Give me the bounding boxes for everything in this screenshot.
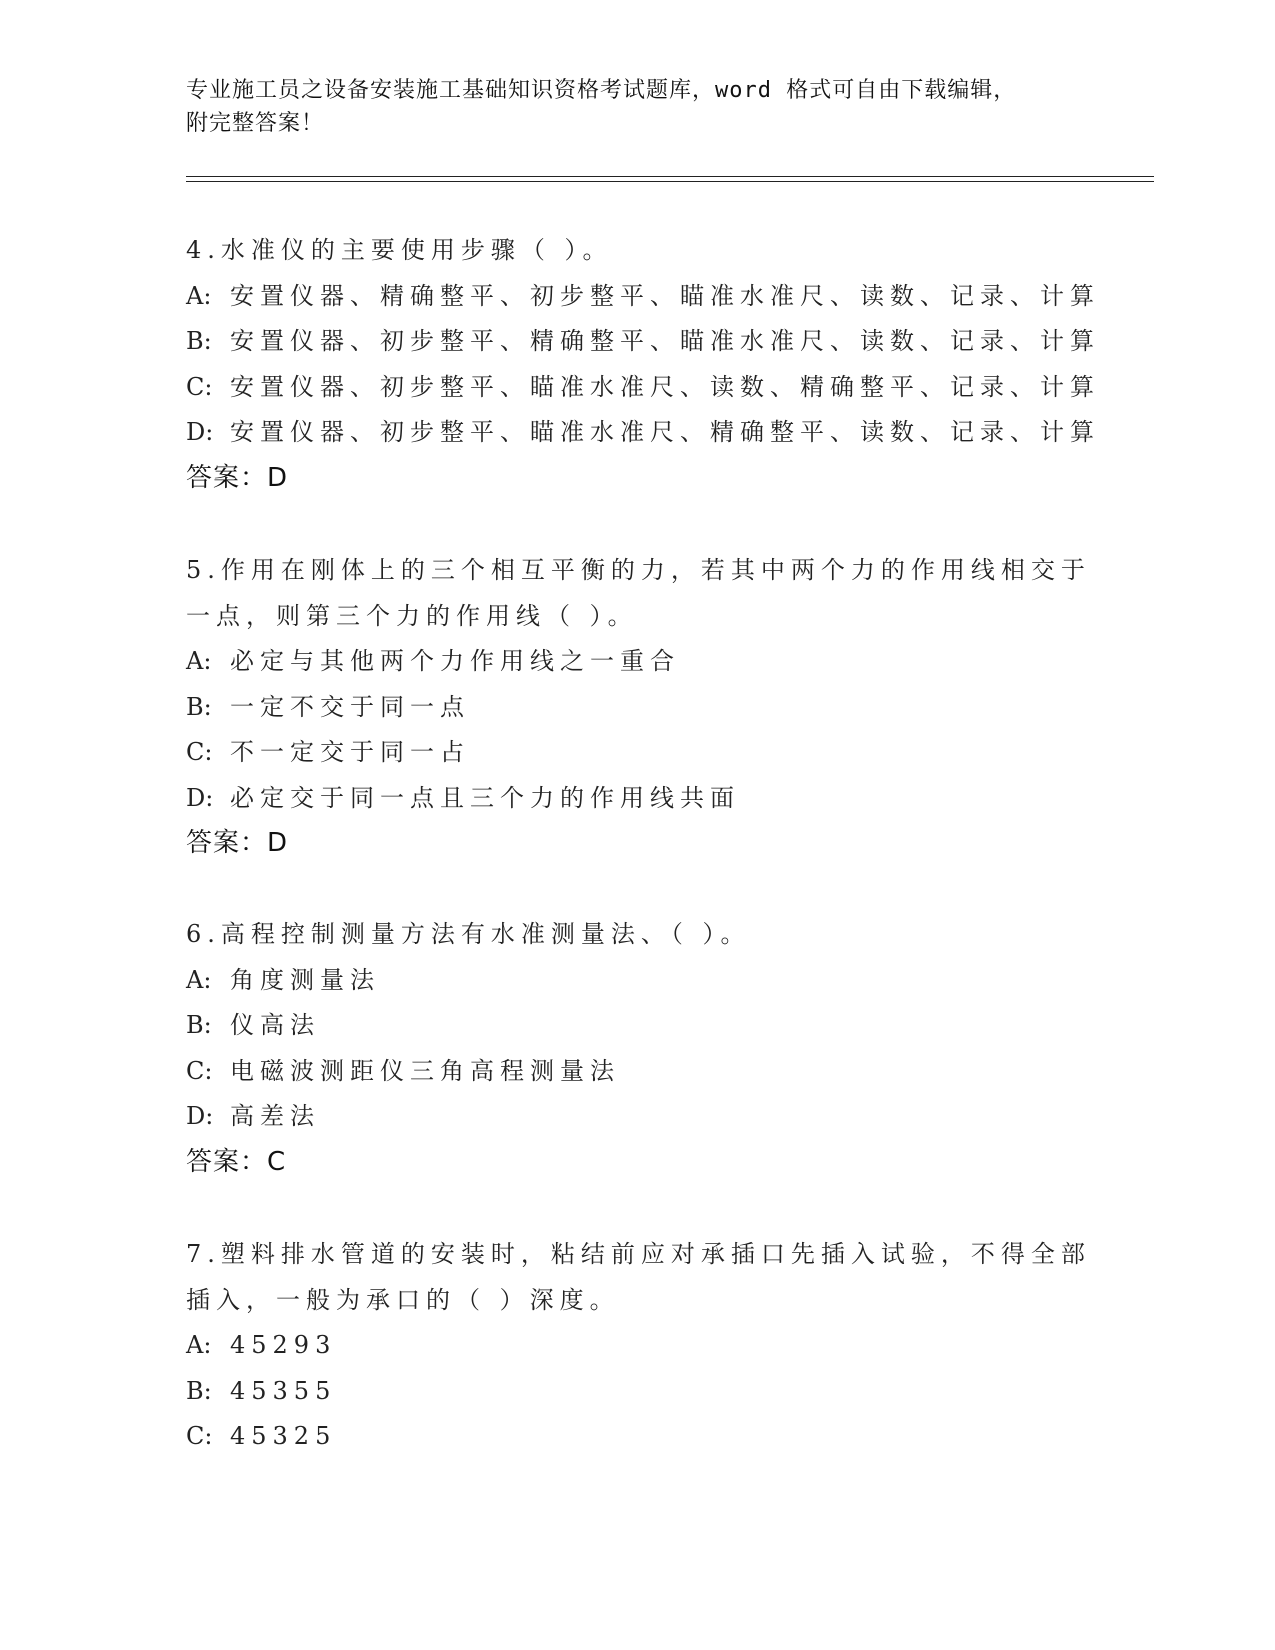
option-a [186,639,1086,685]
option-d [186,776,1086,822]
option-label: C: [186,1422,213,1450]
option-label: B: [186,1011,212,1039]
option-d [186,410,1100,456]
option-label: B: [186,1376,212,1405]
option-label: A: [186,1331,212,1359]
option-c [186,1414,1086,1460]
question-stem: 6.高程控制测量方法有水准测量法、（ ）。 [186,920,751,948]
answer-line: 答案：D [186,462,289,493]
option-label: D: [186,783,214,812]
option-c [186,730,1086,776]
question-stem-line-2: 插入，一般为承口的（ ）深度。 [186,1285,620,1314]
question-7 [186,1232,1091,1460]
option-label: A: [186,965,212,994]
header-divider-top [186,176,1154,177]
option-a [186,274,1100,320]
option-text: 一定不交于同一点 [230,692,470,721]
question-5 [186,548,1091,867]
option-text: 45293 [230,1331,337,1359]
answer-line: 答案：D [186,828,289,858]
question-stem: 4.水准仪的主要使用步骤（ ）。 [186,236,613,264]
option-label: D: [186,1102,214,1130]
question-stem-line-1: 5.作用在刚体上的三个相互平衡的力，若其中两个力的作用线相交于 [186,556,1091,584]
question-stem-line-1: 7.塑料排水管道的安装时，粘结前应对承插口先插入试验，不得全部 [186,1240,1091,1268]
option-d [186,1094,1086,1140]
option-text: 45325 [230,1422,337,1450]
option-c [186,365,1100,411]
option-text: 必定与其他两个力作用线之一重合 [230,647,680,675]
option-b [186,1003,1086,1049]
document-header [186,74,1086,140]
option-label: A: [186,281,212,310]
question-4 [186,228,1100,501]
option-label: C: [186,372,213,401]
option-label: B: [186,692,212,721]
option-c [186,1049,1086,1095]
option-b [186,685,1086,731]
option-text: 必定交于同一点且三个力的作用线共面 [230,783,740,812]
option-label: B: [186,327,212,355]
option-text: 安置仪器、初步整平、瞄准水准尺、精确整平、读数、记录、计算 [230,418,1100,446]
option-text: 不一定交于同一占 [230,738,470,766]
question-6 [186,912,1086,1185]
header-line-1: 专业施工员之设备安装施工基础知识资格考试题库，word 格式可自由下载编辑， [186,78,1017,103]
option-a [186,958,1086,1004]
option-text: 角度测量法 [230,965,380,994]
option-a [186,1323,1086,1369]
option-b [186,319,1100,365]
question-stem-line-2: 一点，则第三个力的作用线（ ）。 [186,601,638,630]
option-text: 仪高法 [230,1011,320,1039]
option-text: 电磁波测距仪三角高程测量法 [230,1056,620,1085]
header-line-2: 附完整答案！ [186,111,325,136]
answer-line: 答案：C [186,1146,287,1177]
option-text: 45355 [230,1376,337,1405]
option-label: A: [186,647,212,675]
option-text: 安置仪器、初步整平、瞄准水准尺、读数、精确整平、记录、计算 [230,372,1100,401]
header-divider-bottom [186,181,1154,182]
option-text: 安置仪器、初步整平、精确整平、瞄准水准尺、读数、记录、计算 [230,327,1100,355]
option-label: D: [186,418,214,446]
option-text: 高差法 [230,1102,320,1130]
option-label: C: [186,738,213,766]
option-label: C: [186,1056,213,1085]
option-b [186,1369,1086,1415]
option-text: 安置仪器、精确整平、初步整平、瞄准水准尺、读数、记录、计算 [230,281,1100,310]
